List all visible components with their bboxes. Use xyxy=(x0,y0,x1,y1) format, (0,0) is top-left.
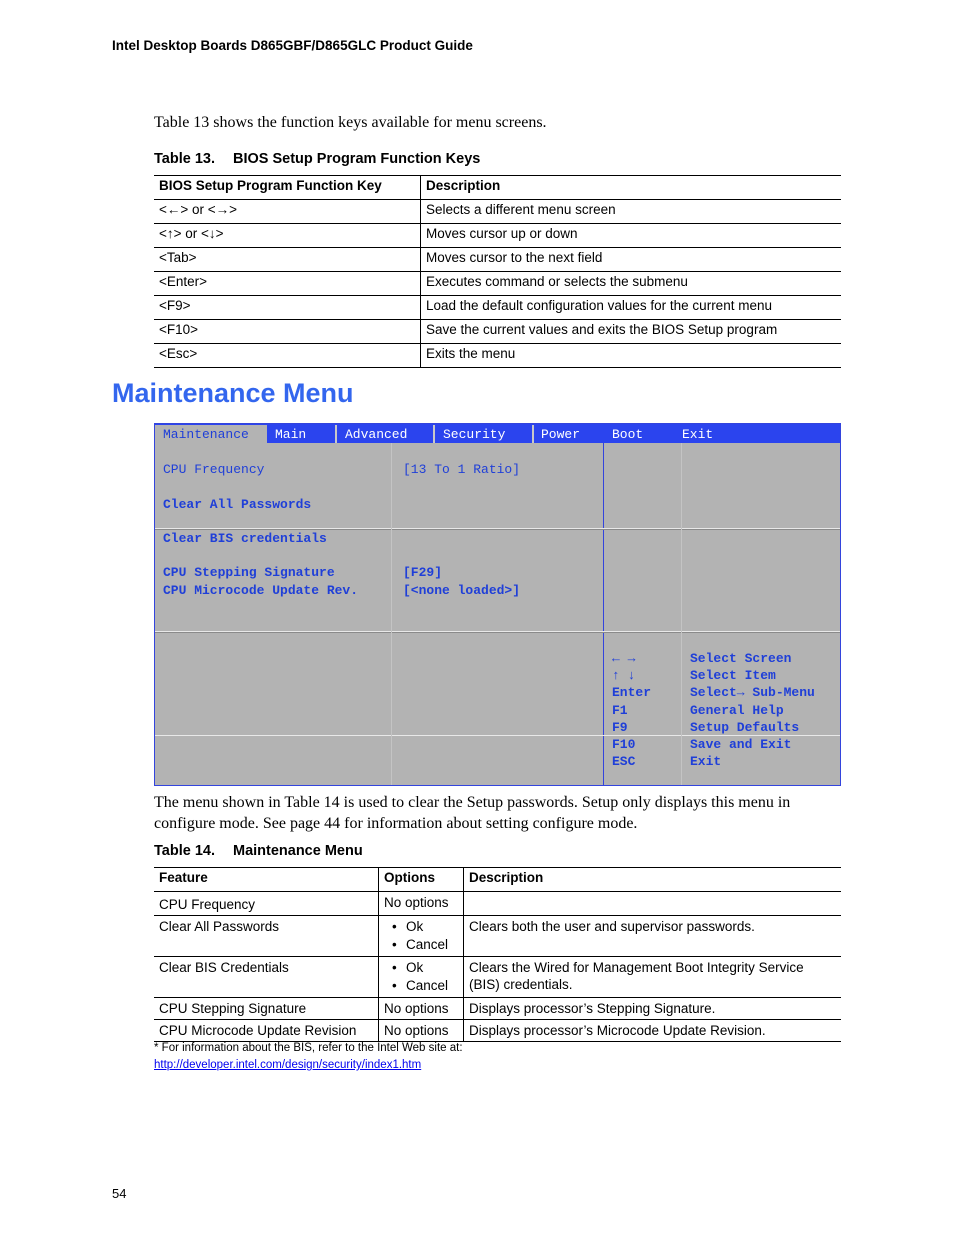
options-list xyxy=(384,918,458,954)
description-cell: Executes command or selects the submenu xyxy=(426,274,688,289)
tab-maintenance[interactable]: Maintenance xyxy=(155,425,267,443)
options-list xyxy=(384,959,458,995)
table-row xyxy=(154,224,841,248)
key-f10: F10 xyxy=(612,737,636,752)
description-cell: Moves cursor to the next field xyxy=(426,250,603,265)
feature-cell: CPU Microcode Update Revision xyxy=(154,1020,379,1042)
tab-security[interactable]: Security xyxy=(433,425,533,443)
key-cell: <Enter> xyxy=(154,272,421,296)
table-row xyxy=(154,957,841,998)
table-row xyxy=(154,320,841,344)
table-row xyxy=(154,916,841,957)
cpu-microcode-item[interactable]: CPU Microcode Update Rev. xyxy=(163,583,359,598)
cpu-microcode-value: [<none loaded>] xyxy=(403,583,521,598)
key-help-save-exit: Save and Exit xyxy=(690,737,792,752)
description-cell: Load the default configuration values for the current menu xyxy=(426,298,772,313)
table14-caption-title: Maintenance Menu xyxy=(232,843,363,859)
tab-power[interactable]: Power xyxy=(532,425,601,443)
key-help-exit: Exit xyxy=(690,754,722,769)
table-header-row xyxy=(154,176,841,200)
feature-cell: Clear All Passwords xyxy=(154,916,379,957)
key-cell: <Esc> xyxy=(154,344,421,368)
column-header-options: Options xyxy=(379,868,464,892)
option-item: • Cancel xyxy=(406,936,458,954)
table-row xyxy=(154,344,841,368)
column-header-description: Description xyxy=(426,178,501,193)
column-header-key: BIOS Setup Program Function Key xyxy=(154,176,421,200)
body-paragraph: The menu shown in Table 14 is used to clear the Setup passwords. Setup only displays this menu in configure mode. See page 44 for information about setting configure mode. xyxy=(154,794,791,832)
key-help-select-screen: Select Screen xyxy=(690,651,792,666)
tab-exit[interactable]: Exit xyxy=(682,427,714,442)
table-row xyxy=(154,998,841,1020)
options-cell: No options xyxy=(379,1020,464,1042)
key-arrows-lr: ← → xyxy=(612,651,636,666)
key-help-general: General Help xyxy=(690,703,784,718)
description-cell: Clears the Wired for Management Boot Integrity Service (BIS) credentials. xyxy=(469,960,804,992)
key-esc: ESC xyxy=(612,754,636,769)
description-cell: Displays processor’s Stepping Signature. xyxy=(469,1001,716,1016)
cpu-frequency-value: [13 To 1 Ratio] xyxy=(403,462,521,477)
key-help-defaults: Setup Defaults xyxy=(690,720,800,735)
options-cell: No options xyxy=(379,998,464,1020)
description-cell: Moves cursor up or down xyxy=(426,226,578,241)
table13-caption xyxy=(154,151,480,167)
key-f9: F9 xyxy=(612,720,628,735)
option-item: • Ok xyxy=(406,959,458,977)
column-header-feature: Feature xyxy=(154,868,379,892)
feature-cell: CPU Stepping Signature xyxy=(154,998,379,1020)
page-header: Intel Desktop Boards D865GBF/D865GLC Product Guide xyxy=(112,38,473,53)
key-cell: <Tab> xyxy=(154,248,421,272)
table-row xyxy=(154,892,841,916)
cpu-stepping-signature-value: [F29] xyxy=(403,565,443,580)
row-divider-shadow xyxy=(155,529,840,530)
column-divider xyxy=(603,443,604,785)
key-help-select-item: Select Item xyxy=(690,668,776,683)
column-header-description: Description xyxy=(469,870,544,885)
options-cell xyxy=(379,916,464,957)
cpu-frequency-item[interactable]: CPU Frequency xyxy=(163,462,265,477)
options-cell xyxy=(379,957,464,998)
table14-caption-number: Table 14. xyxy=(154,843,215,859)
tab-advanced[interactable]: Advanced xyxy=(335,425,435,443)
footnote-link[interactable]: http://developer.intel.com/design/security/index1.htm xyxy=(154,1059,422,1071)
row-divider-shadow xyxy=(155,632,840,633)
table-row xyxy=(154,296,841,320)
table13-caption-title: BIOS Setup Program Function Keys xyxy=(232,151,481,167)
clear-all-passwords-item[interactable]: Clear All Passwords xyxy=(163,497,312,512)
description-cell: Displays processor’s Microcode Update Revision. xyxy=(469,1023,766,1038)
option-item: • Cancel xyxy=(406,977,458,995)
description-cell: Clears both the user and supervisor passwords. xyxy=(469,919,755,934)
feature-cell: CPU Frequency xyxy=(154,892,379,916)
function-keys-table xyxy=(154,175,841,368)
table13-caption-number: Table 13. xyxy=(154,151,215,167)
tab-main[interactable]: Main xyxy=(275,427,307,442)
row-divider xyxy=(155,735,840,736)
table-row xyxy=(154,200,841,224)
table-row xyxy=(154,248,841,272)
description-cell: Save the current values and exits the BIOS Setup program xyxy=(426,322,778,337)
description-cell xyxy=(464,892,842,916)
table-row xyxy=(154,1020,841,1042)
key-cell: <←> or <→> xyxy=(154,200,421,224)
key-enter: Enter xyxy=(612,685,652,700)
footnote: * For information about the BIS, refer to the Intel Web site at: xyxy=(154,1042,463,1054)
table14-caption xyxy=(154,843,363,859)
page-number: 54 xyxy=(112,1186,127,1201)
key-cell: <↑> or <↓> xyxy=(154,224,421,248)
table-row xyxy=(154,272,841,296)
key-f1: F1 xyxy=(612,703,628,718)
section-title: Maintenance Menu xyxy=(112,378,354,408)
feature-cell: Clear BIS Credentials xyxy=(154,957,379,998)
column-divider-faint xyxy=(391,443,392,785)
description-cell: Selects a different menu screen xyxy=(426,202,616,217)
maintenance-menu-table xyxy=(154,867,841,1042)
options-cell: No options xyxy=(379,892,464,916)
bios-screen xyxy=(154,423,841,786)
bios-menu-bar xyxy=(155,424,840,443)
column-divider-faint xyxy=(681,443,682,785)
intro-text: Table 13 shows the function keys available for menu screens. xyxy=(154,114,547,131)
tab-boot[interactable]: Boot xyxy=(612,427,644,442)
key-cell: <F9> xyxy=(154,296,421,320)
table-header-row xyxy=(154,868,841,892)
key-cell: <F10> xyxy=(154,320,421,344)
clear-bis-credentials-item[interactable]: Clear BIS credentials xyxy=(163,531,327,546)
cpu-stepping-signature-item[interactable]: CPU Stepping Signature xyxy=(163,565,335,580)
key-arrows-ud: ↑ ↓ xyxy=(612,668,636,683)
description-cell: Exits the menu xyxy=(426,346,516,361)
option-item: • Ok xyxy=(406,918,458,936)
key-help-submenu: Select→ Sub-Menu xyxy=(690,685,815,700)
